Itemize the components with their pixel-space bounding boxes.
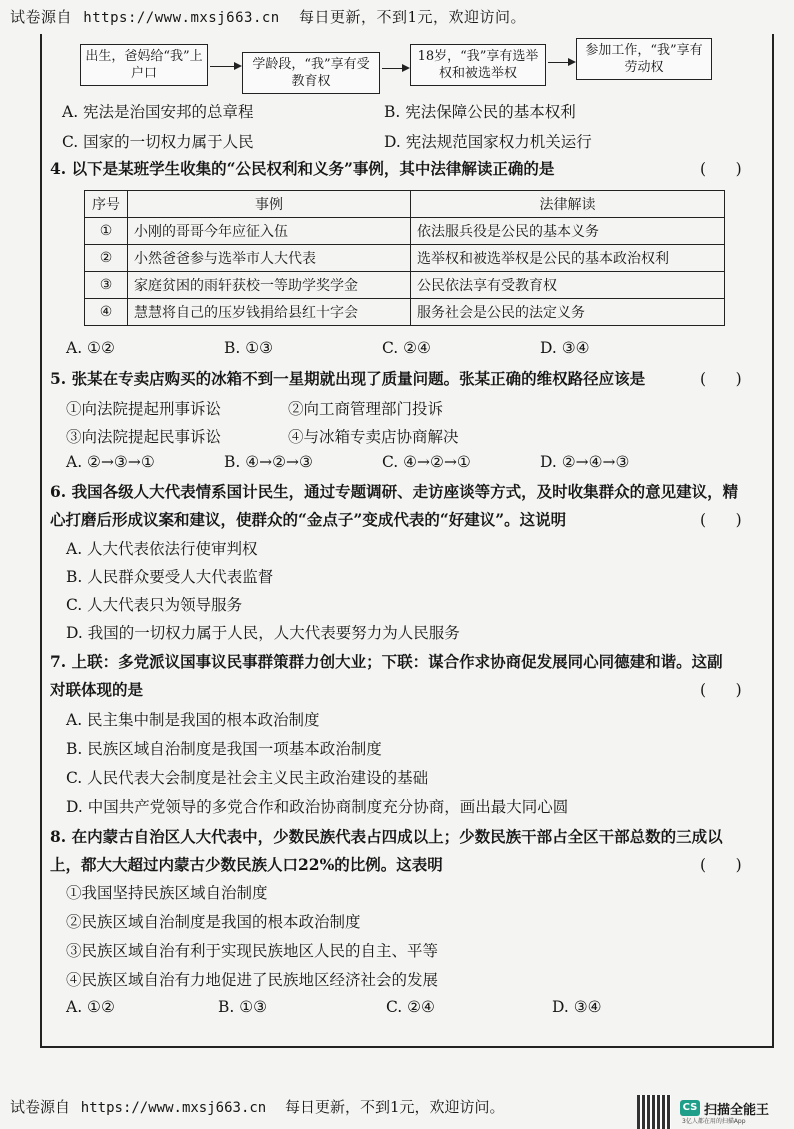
q6-option-c[interactable]: C. 人大代表只为领导服务 [66,596,243,614]
q8-stem-line-2: 上，都大大超过内蒙古少数民族人口22%的比例。这表明 [50,855,443,874]
footer-suffix: 每日更新，不到1元，欢迎访问。 [285,1098,505,1116]
q4-option-c[interactable]: C. ②④ [382,339,431,357]
header-suffix: 每日更新，不到1元，欢迎访问。 [299,8,527,26]
flow-diagram [80,38,720,98]
q5-answer-paren[interactable]: ( ) [700,370,742,388]
q8-option-b[interactable]: B. ①③ [218,998,268,1016]
table-cell: 选举权和被选举权是公民的基本政治权利 [411,245,725,272]
q7-option-a[interactable]: A. 民主集中制是我国的根本政治制度 [66,711,320,729]
table-cell: 小刚的哥哥今年应征入伍 [128,218,411,245]
q7-stem-line-1: 7. 上联：多党派议国事议民事群策群力创大业；下联：谋合作求协商促发展同心同德建和谐。这副 [50,652,723,671]
table-header: 序号 [85,191,128,218]
q5-option-b[interactable]: B. ④→②→③ [224,453,313,471]
table-cell: ① [85,218,128,245]
q8-answer-paren[interactable]: ( ) [700,856,742,874]
q5-option-c[interactable]: C. ④→②→① [382,453,471,471]
table-cell: 公民依法享有受教育权 [411,272,725,299]
scanner-tagline: 3亿人都在用的扫描App [682,1118,746,1125]
header-url[interactable]: https://www.mxsj663.cn [83,10,280,26]
q8-item: ④民族区域自治有力地促进了民族地区经济社会的发展 [66,971,439,989]
table-row [85,218,725,245]
q5-stem: 5. 张某在专卖店购买的冰箱不到一星期就出现了质量问题。张某正确的维权路径应该是 [50,369,646,388]
q5-option-a[interactable]: A. ②→③→① [66,453,155,471]
q7-option-c[interactable]: C. 人民代表大会制度是社会主义民主政治建设的基础 [66,769,429,787]
q8-option-d[interactable]: D. ③④ [552,998,602,1016]
q8-item: ②民族区域自治制度是我国的根本政治制度 [66,913,361,931]
table-header: 法律解读 [411,191,725,218]
scanner-app-name: 扫描全能王 [704,1103,770,1118]
header-prefix: 试卷源自 [10,8,73,26]
q4-stem: 4. 以下是某班学生收集的“公民权利和义务”事例，其中法律解读正确的是 [50,159,555,178]
q6-answer-paren[interactable]: ( ) [700,511,742,529]
q5-item: ④与冰箱专卖店协商解决 [288,428,459,446]
table-cell: ③ [85,272,128,299]
table-cell: ④ [85,299,128,326]
table-row [85,245,725,272]
q3-option-c[interactable]: C. 国家的一切权力属于人民 [62,133,254,151]
table-row [85,299,725,326]
table-cell: 家庭贫困的雨轩获校一等助学奖学金 [128,272,411,299]
q3-option-d[interactable]: D. 宪法规范国家权力机关运行 [384,133,592,151]
q7-stem-line-2: 对联体现的是 [50,680,144,699]
table-cell: 小然爸爸参与选举市人大代表 [128,245,411,272]
q6-option-a[interactable]: A. 人大代表依法行使审判权 [66,540,258,558]
q6-option-d[interactable]: D. 我国的一切权力属于人民，人大代表要努力为人民服务 [66,624,460,642]
table-cell: 慧慧将自己的压岁钱捐给县红十字会 [128,299,411,326]
q5-item: ②向工商管理部门投诉 [288,400,444,418]
flow-arrow-1 [210,66,240,67]
table-cell: ② [85,245,128,272]
flow-step-1: 出生，爸妈给“我”上户口 [80,44,208,86]
footer-prefix: 试卷源自 [10,1098,71,1116]
q8-option-a[interactable]: A. ①② [66,998,115,1016]
q7-option-b[interactable]: B. 民族区域自治制度是我国一项基本政治制度 [66,740,382,758]
q6-option-b[interactable]: B. 人民群众要受人大代表监督 [66,568,274,586]
q3-option-a[interactable]: A. 宪法是治国安邦的总章程 [62,103,254,121]
table-row [85,272,725,299]
table-cell: 依法服兵役是公民的基本义务 [411,218,725,245]
table-header-row [85,191,725,218]
q8-item: ①我国坚持民族区域自治制度 [66,884,268,902]
q8-stem-line-1: 8. 在内蒙古自治区人大代表中，少数民族代表占四成以上；少数民族干部占全区干部总数的三成以 [50,827,723,846]
q5-item: ③向法院提起民事诉讼 [66,428,222,446]
q5-item: ①向法院提起刑事诉讼 [66,400,222,418]
flow-arrow-2 [382,68,408,69]
q4-answer-paren[interactable]: ( ) [700,160,742,178]
q6-stem-line-1: 6. 我国各级人大代表情系国计民生，通过专题调研、走访座谈等方式，及时收集群众的意见建议，精 [50,482,739,501]
q4-table [84,190,725,326]
flow-step-3: 18岁，“我”享有选举权和被选举权 [410,44,546,86]
footer-url[interactable]: https://www.mxsj663.cn [80,1100,267,1116]
q7-answer-paren[interactable]: ( ) [700,681,742,699]
source-footer [10,1096,505,1117]
flow-arrow-3 [548,62,574,63]
q4-option-d[interactable]: D. ③④ [540,339,590,357]
q3-option-b[interactable]: B. 宪法保障公民的基本权利 [384,103,576,121]
flow-step-2: 学龄段，“我”享有受教育权 [242,52,380,94]
q7-option-d[interactable]: D. 中国共产党领导的多党合作和政治协商制度充分协商，画出最大同心圆 [66,798,569,816]
table-header: 事例 [128,191,411,218]
q8-option-c[interactable]: C. ②④ [386,998,435,1016]
table-cell: 服务社会是公民的法定义务 [411,299,725,326]
q4-option-a[interactable]: A. ①② [66,339,115,357]
q5-option-d[interactable]: D. ②→④→③ [540,453,630,471]
q6-stem-line-2: 心打磨后形成议案和建议，使群众的“金点子”变成代表的“好建议”。这说明 [50,510,567,529]
scanner-logo-icon: CS [680,1100,700,1116]
flow-step-4: 参加工作，“我”享有劳动权 [576,38,712,80]
q8-item: ③民族区域自治有利于实现民族地区人民的自主、平等 [66,942,439,960]
q4-option-b[interactable]: B. ①③ [224,339,274,357]
source-header [10,6,526,27]
